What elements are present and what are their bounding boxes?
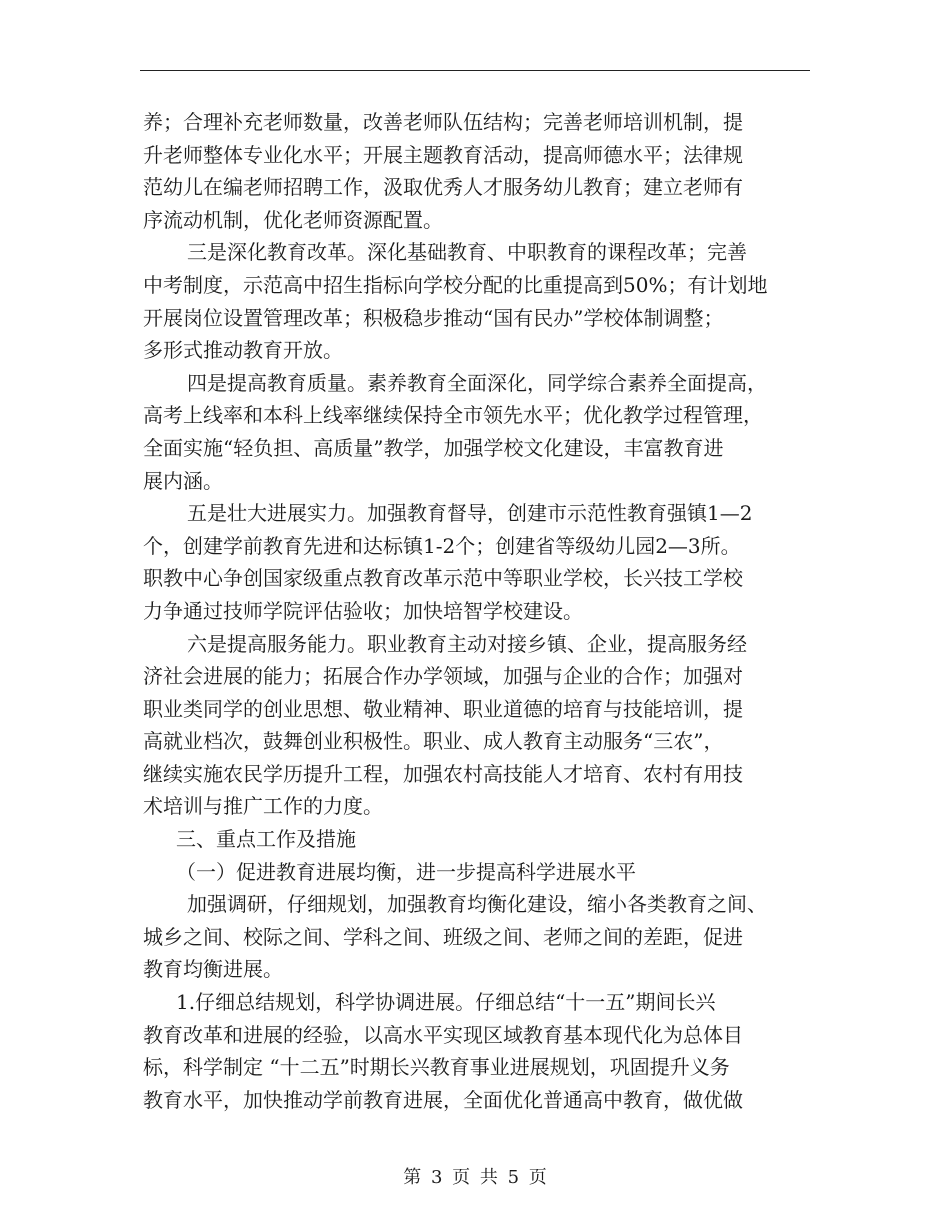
text-line: 范幼儿在编老师招聘工作，汲取优秀人才服务幼儿教育；建立老师有	[143, 175, 743, 200]
text-line: （一）促进教育进展均衡，进一步提高科学进展水平	[176, 859, 636, 884]
text-line: 教育均衡进展。	[143, 957, 283, 982]
page-footer: 第 3 页 共 5 页	[403, 1167, 547, 1188]
text-line: 加强调研，仔细规划，加强教育均衡化建设，缩小各类教育之间、	[187, 892, 767, 917]
text-line: 三是深化教育改革。深化基础教育、中职教育的课程改革；完善	[187, 240, 747, 265]
text-line: 六是提高服务能力。职业教育主动对接乡镇、企业，提高服务经	[187, 631, 747, 656]
text-line: 力争通过技师学院评估验收；加快培智学校建设。	[143, 598, 583, 623]
text-line: 个，创建学前教育先进和达标镇1-2个；创建省等级幼儿园2—3所。	[143, 533, 741, 558]
text-line: 1.仔细总结规划，科学协调进展。仔细总结“十一五”期间长兴	[176, 990, 716, 1015]
text-line: 继续实施农民学历提升工程，加强农村高技能人才培育、农村有用技	[143, 761, 743, 786]
text-line: 四是提高教育质量。素养教育全面深化，同学综合素养全面提高，	[187, 370, 767, 395]
text-line: 教育水平，加快推动学前教育进展，全面优化普通高中教育，做优做	[143, 1087, 743, 1112]
text-line: 城乡之间、校际之间、学科之间、班级之间、老师之间的差距，促进	[143, 924, 743, 949]
text-line: 序流动机制，优化老师资源配置。	[143, 207, 443, 232]
text-line: 开展岗位设置管理改革；积极稳步推动“国有民办”学校体制调整；	[143, 305, 724, 330]
text-line: 养；合理补充老师数量，改善老师队伍结构；完善老师培训机制，提	[143, 110, 743, 134]
text-line: 高考上线率和本科上线率继续保持全市领先水平；优化教学过程管理，	[143, 403, 763, 428]
text-line: 升老师整体专业化水平；开展主题教育活动，提高师德水平；法律规	[143, 142, 743, 167]
text-line: 标，科学制定 “十二五”时期长兴教育事业进展规划，巩固提升义务	[143, 1055, 730, 1080]
text-line: 高就业档次，鼓舞创业积极性。职业、成人教育主动服务“三农”，	[143, 729, 724, 754]
text-line: 五是壮大进展实力。加强教育督导，创建市示范性教育强镇1—2	[187, 501, 753, 526]
text-line: 三、重点工作及措施	[176, 827, 356, 852]
header-rule	[140, 70, 810, 71]
text-line: 多形式推动教育开放。	[143, 338, 343, 363]
text-line: 术培训与推广工作的力度。	[143, 794, 383, 819]
text-line: 职业类同学的创业思想、敬业精神、职业道德的培育与技能培训，提	[143, 696, 743, 721]
document-body	[143, 106, 810, 1116]
text-line: 展内涵。	[143, 468, 223, 493]
text-line: 济社会进展的能力；拓展合作办学领域，加强与企业的合作；加强对	[143, 664, 743, 689]
text-line: 中考制度，示范高中招生指标向学校分配的比重提高到50%；有计划地	[143, 272, 768, 297]
text-line: 全面实施“轻负担、高质量”教学，加强学校文化建设，丰富教育进	[143, 435, 724, 460]
text-line: 职教中心争创国家级重点教育改革示范中等职业学校，长兴技工学校	[143, 566, 743, 591]
text-line: 教育改革和进展的经验，以高水平实现区域教育基本现代化为总体目	[143, 1022, 743, 1047]
